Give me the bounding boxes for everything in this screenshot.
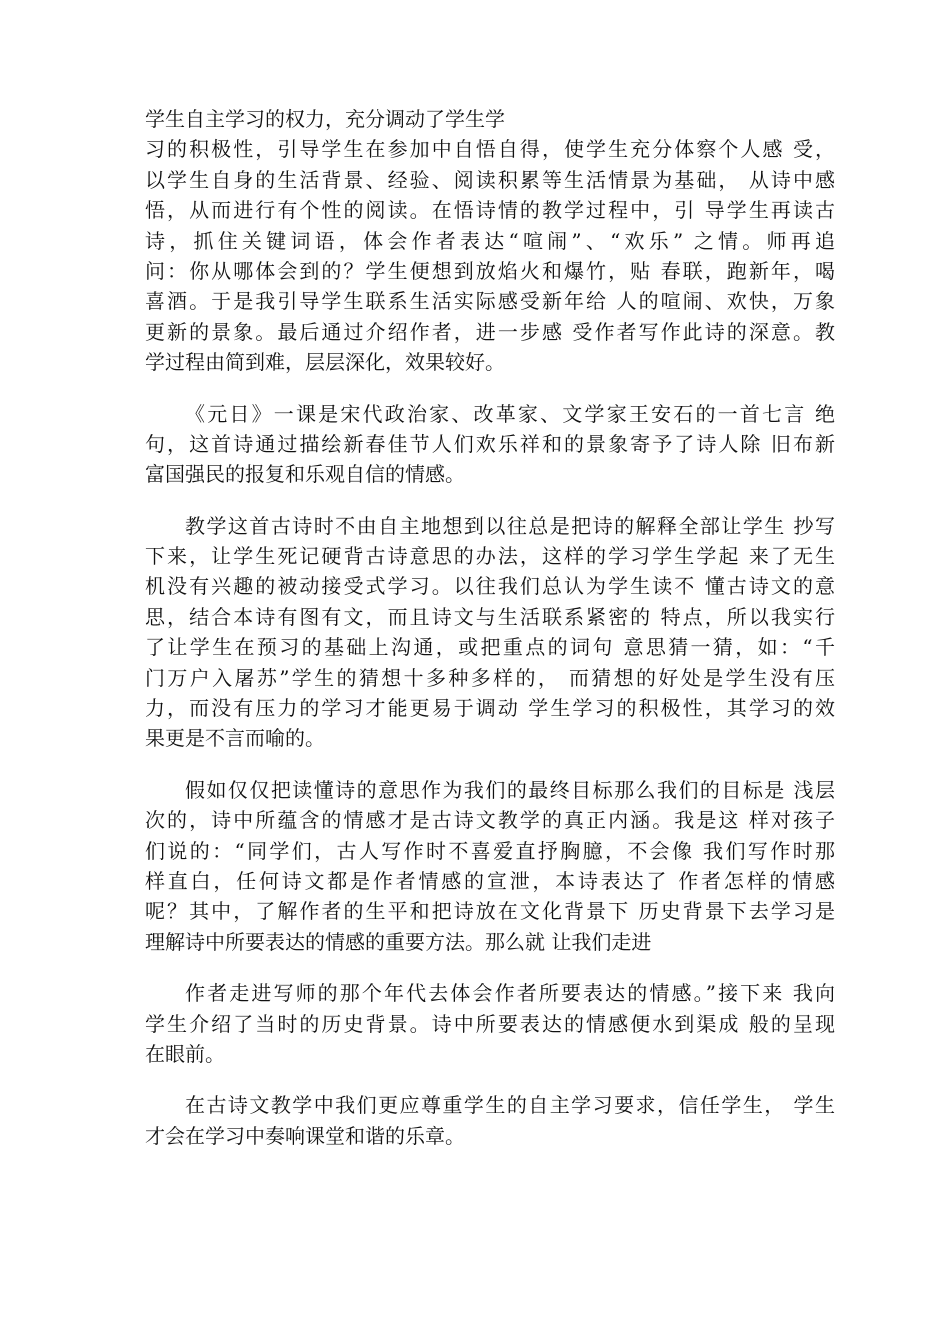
text-line: 学过程由简到难，层层深化，效果较好。: [145, 350, 505, 375]
text-line: 学生介绍了当时的历史背景。诗中所要表达的情感便水到渠成 般的呈现: [145, 1011, 835, 1036]
text-line: 悟，从而进行有个性的阅读。在悟诗情的教学过程中，引 导学生再读古: [145, 198, 835, 223]
text-line: 次的，诗中所蕴含的情感才是古诗文教学的真正内涵。我是这 样对孩子: [145, 808, 835, 833]
text-line: 教学这首古诗时不由自主地想到以往总是把诗的解释全部让学生 抄写: [185, 513, 835, 538]
text-line: 思，结合本诗有图有文，而且诗文与生活联系紧密的 特点，所以我实行: [145, 604, 835, 629]
text-line: 《元日》一课是宋代政治家、改革家、文学家王安石的一首七言 绝: [185, 401, 835, 426]
paragraph-4: [145, 775, 835, 957]
paragraph-6: [145, 1090, 835, 1151]
text-line: 们说的：“同学们，古人写作时不喜爱直抒胸臆，不会像 我们写作时那: [145, 838, 835, 863]
paragraph-1: [145, 104, 835, 378]
text-line: 门万户入屠苏”学生的猜想十多种多样的， 而猜想的好处是学生没有压: [145, 665, 835, 690]
text-line: 了让学生在预习的基础上沟通，或把重点的词句 意思猜一猜，如：“千: [145, 635, 835, 660]
text-line: 习的积极性，引导学生在参加中自悟自得，使学生充分体察个人感 受，: [145, 137, 835, 162]
text-line: 下来，让学生死记硬背古诗意思的办法，这样的学习学生学起 来了无生: [145, 544, 835, 569]
text-line: 问：你从哪体会到的？学生便想到放焰火和爆竹，贴 春联，跑新年，喝: [145, 258, 835, 283]
text-line: 才会在学习中奏响课堂和谐的乐章。: [145, 1123, 465, 1148]
text-line: 喜酒。于是我引导学生联系生活实际感受新年给 人的喧闹、欢快，万象: [145, 289, 835, 314]
text-line: 力，而没有压力的学习才能更易于调动 学生学习的积极性，其学习的效: [145, 696, 835, 721]
text-line: 句，这首诗通过描绘新春佳节人们欢乐祥和的景象寄予了诗人除 旧布新: [145, 431, 835, 456]
text-line: 呢？其中，了解作者的生平和把诗放在文化背景下 历史背景下去学习是: [145, 899, 835, 924]
text-line: 果更是不言而喻的。: [145, 726, 325, 751]
text-line: 学生自主学习的权力，充分调动了学生学: [145, 107, 505, 131]
text-line: 作者走进写师的那个年代去体会作者所要表达的情感。”接下来 我向: [185, 981, 835, 1006]
text-line: 更新的景象。最后通过介绍作者，进一步感 受作者写作此诗的深意。教: [145, 319, 835, 344]
text-line: 诗，抓住关键词语，体会作者表达“喧闹”、“欢乐” 之情。师再追: [145, 228, 835, 253]
text-line: 富国强民的报复和乐观自信的情感。: [145, 462, 465, 487]
paragraph-5: [145, 978, 835, 1069]
text-line: 在眼前。: [145, 1041, 225, 1066]
text-line: 理解诗中所要表达的情感的重要方法。那么就 让我们走进: [145, 929, 652, 954]
text-line: 在古诗文教学中我们更应尊重学生的自主学习要求，信任学生， 学生: [185, 1093, 835, 1118]
paragraph-3: [145, 511, 835, 754]
text-line: 机没有兴趣的被动接受式学习。以往我们总认为学生读不 懂古诗文的意: [145, 574, 835, 599]
text-line: 样直白，任何诗文都是作者情感的宣泄，本诗表达了 作者怎样的情感: [145, 868, 835, 893]
text-line: 假如仅仅把读懂诗的意思作为我们的最终目标那么我们的目标是 浅层: [185, 777, 835, 802]
document-page: [145, 104, 835, 1151]
text-line: 以学生自身的生活背景、经验、阅读积累等生活情景为基础， 从诗中感: [145, 167, 835, 192]
paragraph-2: [145, 399, 835, 490]
